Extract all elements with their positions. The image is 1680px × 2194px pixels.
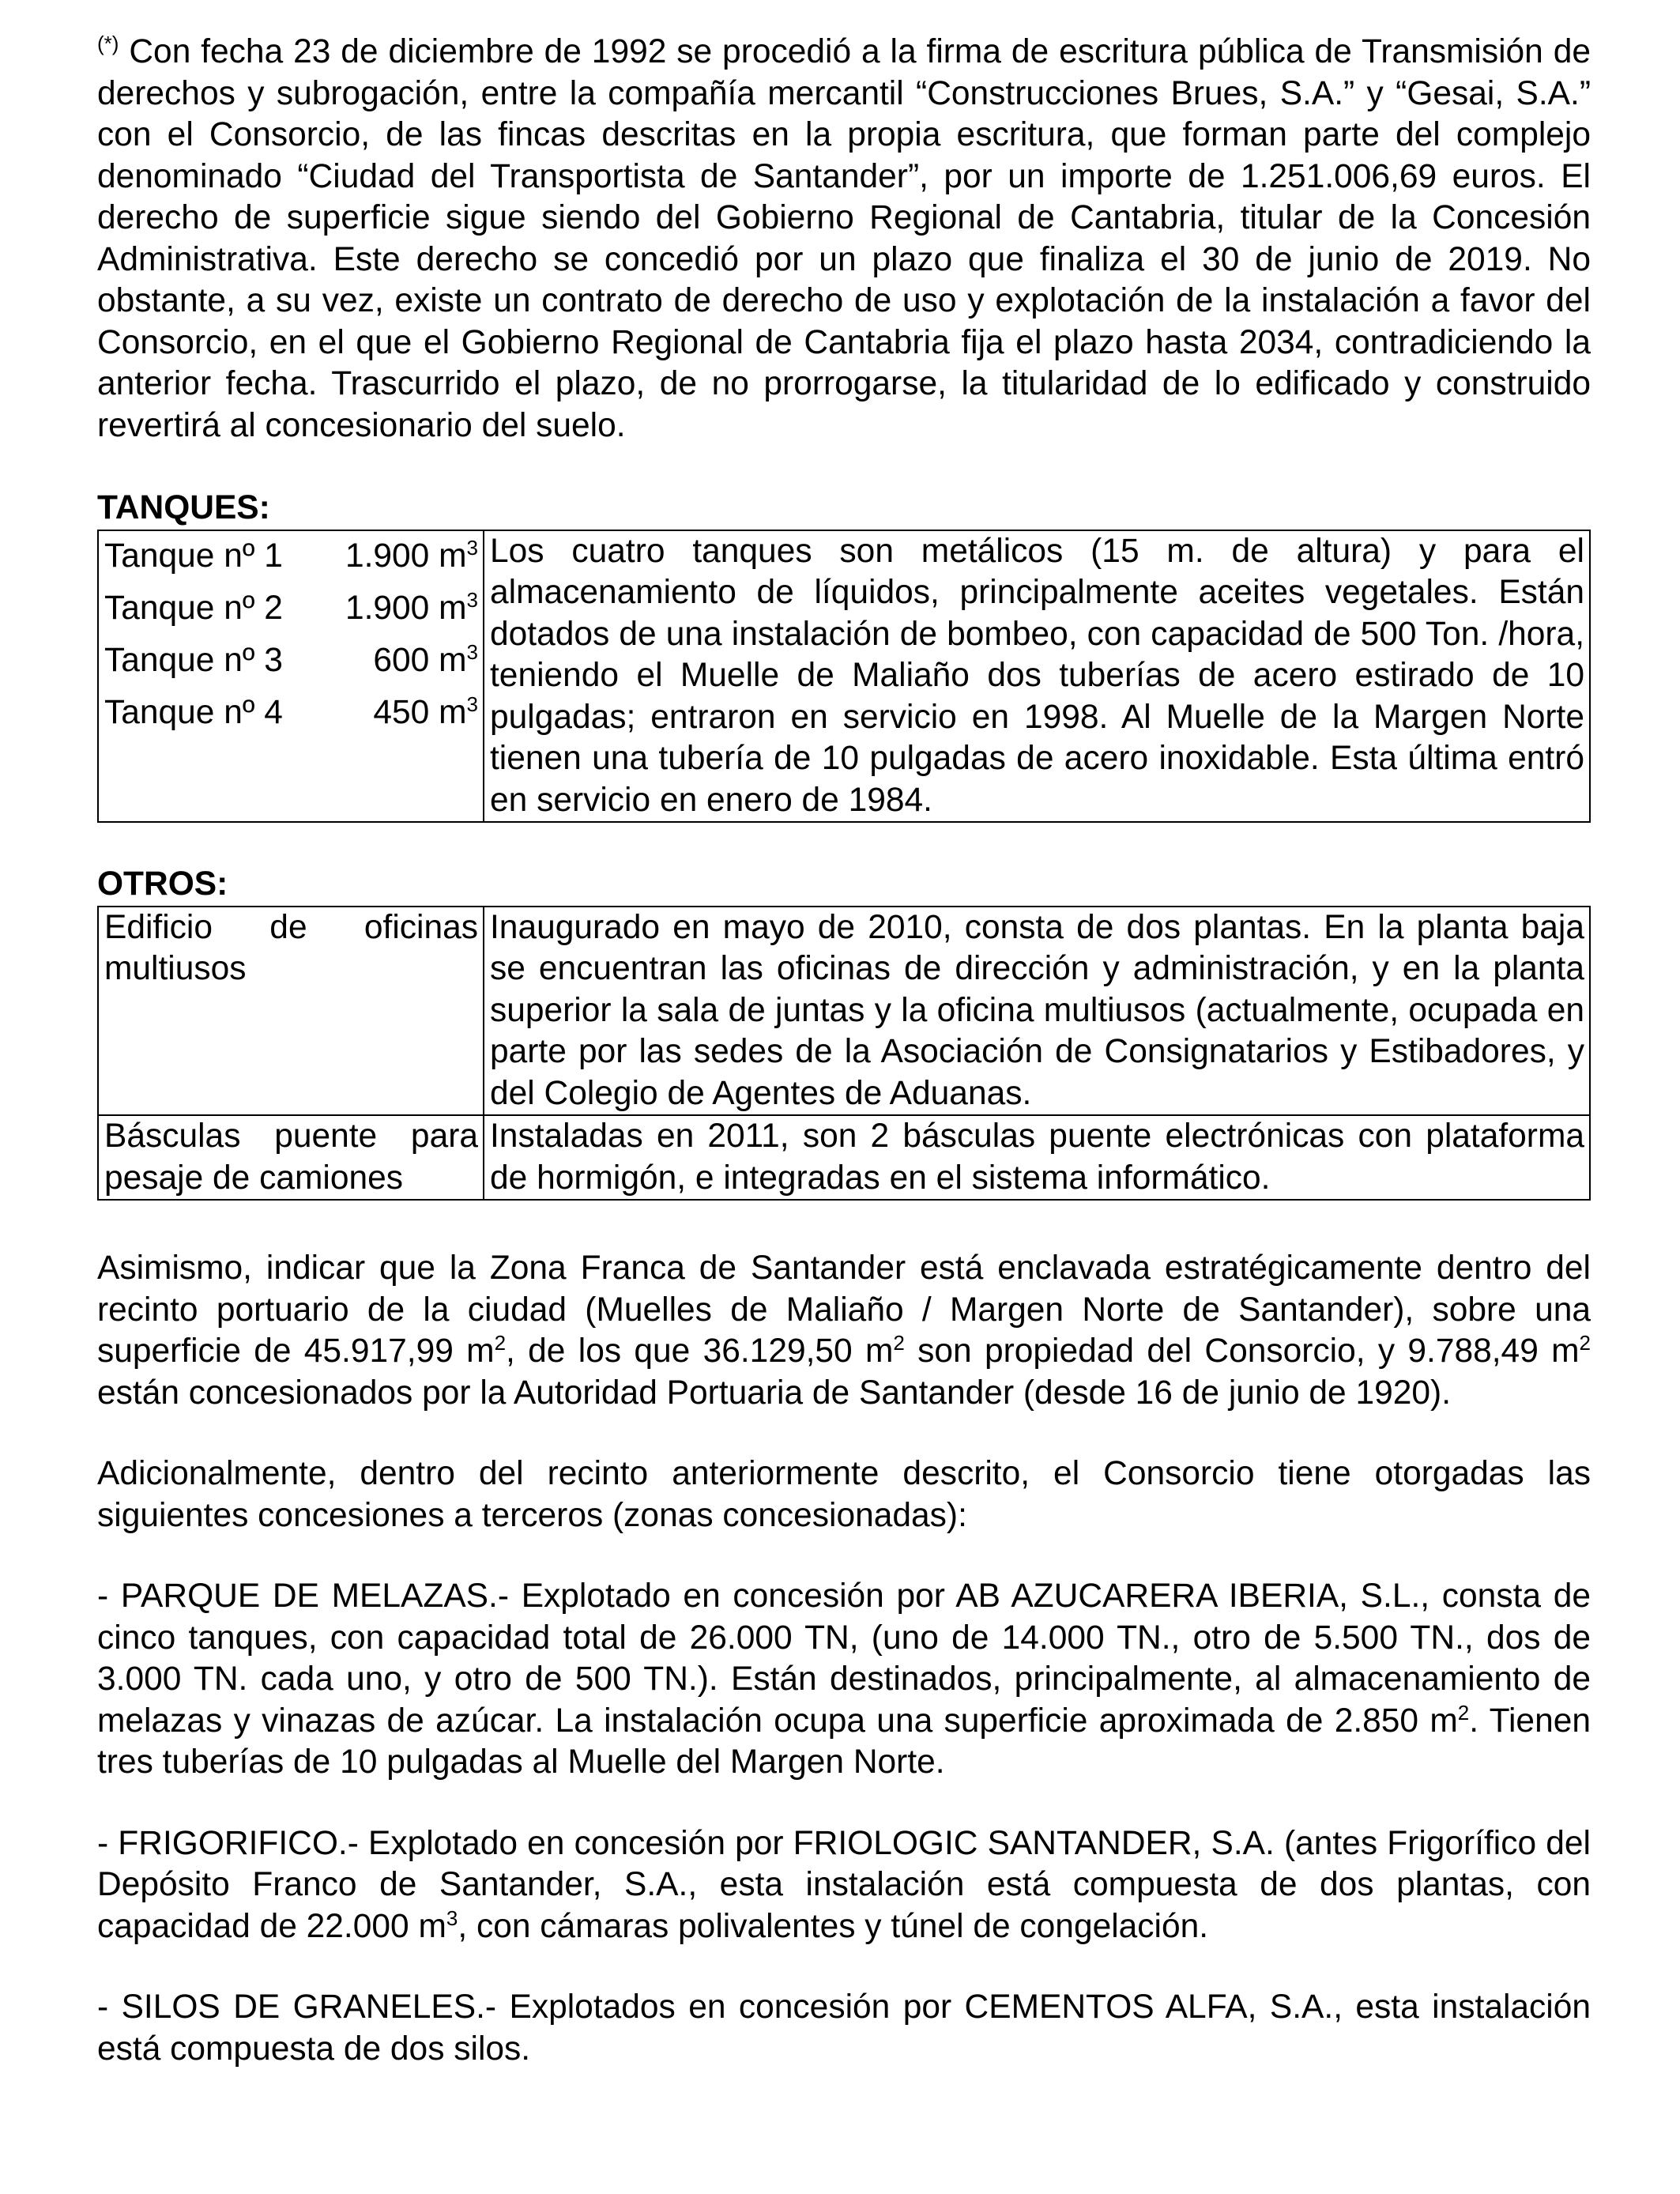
tank-list-cell	[98, 530, 484, 823]
facility-description: Inaugurado en mayo de 2010, consta de dos plantas. En la planta baja se encuentran las oficinas de dirección y administración, y en la planta superior la sala de juntas y la oficina multiusos (actualmente, ocupada en parte por las sedes de la Asociación de Consignatarios y Estibadores, y del Colegio de Agentes de Aduanas.	[484, 907, 1590, 1116]
tank-capacity: 600	[373, 641, 430, 679]
otros-heading: OTROS:	[97, 865, 228, 903]
silos-paragraph: - SILOS DE GRANELES.- Explotados en concesión por CEMENTOS ALFA, S.A., esta instalación está compuesta de dos silos.	[97, 1989, 1591, 2068]
tank-item: Tanque nº 4 450 $m^3$	[104, 692, 478, 745]
otros-table	[97, 906, 1591, 1201]
tank-name: Tanque nº 3	[104, 641, 283, 679]
tank-item: Tanque nº 1 1.900 $m^3$	[104, 536, 478, 588]
tank-name: Tanque nº 1	[104, 537, 283, 575]
table-row	[98, 907, 1590, 1116]
facility-name: Edificio de oficinas multiusos	[98, 907, 484, 1116]
melazas-paragraph: - PARQUE DE MELAZAS.- Explotado en concesión por AB AZUCARERA IBERIA, S.L., consta de cinco tanques, con capacidad total de 26.000 TN, (uno de 14.000 TN., otro de 5.500 TN., dos de 3.000 TN. cada uno, y otro de 500 TN.). Están destinados, principalmente, al almacenamiento de melazas y vinazas de azúcar. La instalación ocupa una superficie aproximada de 2.850 $m^2$. Tienen tres tuberías de 10 pulgadas al Muelle del Margen Norte.	[97, 1578, 1591, 1781]
tank-capacity: 450	[373, 693, 430, 731]
adicional-paragraph: Adicionalmente, dentro del recinto anteriormente descrito, el Consorcio tiene otorgadas las siguientes concesiones a terceros (zonas concesionadas):	[97, 1455, 1591, 1534]
tanques-description: Los cuatro tanques son metálicos (15 m. de altura) y para el almacenamiento de líquidos, principalmente aceites vegetales. Están dotados de una instalación de bombeo, con capacidad de 500 Ton. /hora, teniendo el Muelle de Maliaño dos tuberías de acero estirado de 10 pulgadas; entraron en servicio en 1998. Al Muelle de la Margen Norte tienen una tubería de 10 pulgadas de acero inoxidable. Esta última entró en servicio en enero de 1984.	[484, 530, 1590, 823]
intro-paragraph	[97, 32, 1591, 447]
tank-name: Tanque nº 4	[104, 693, 283, 731]
footnote-marker: (*)	[97, 32, 119, 55]
tank-capacity: 1.900	[345, 589, 430, 627]
frigorifico-paragraph: - FRIGORIFICO.- Explotado en concesión por FRIOLOGIC SANTANDER, S.A. (antes Frigorífico del Depósito Franco de Santander, S.A., esta instalación está compuesta de dos plantas, con capacidad de 22.000 $m^3$, con cámaras polivalentes y túnel de congelación.	[97, 1824, 1591, 1945]
asimismo-paragraph: Asimismo, indicar que la Zona Franca de Santander está enclavada estratégicamente dentro del recinto portuario de la ciudad (Muelles de Maliaño / Margen Norte de Santander), sobre una superficie de 45.917,99 $m^2$, de los que 36.129,50 $m^2$ son propiedad del Consorcio, y 9.788,49 $m^2$ están concesionados por la Autoridad Portuaria de Santander (desde 16 de junio de 1920).	[97, 1250, 1591, 1412]
tanques-table	[97, 530, 1591, 824]
intro-text: Con fecha 23 de diciembre de 1992 se procedió a la firma de escritura pública de Transmisión de derechos y subrogación, entre la compañía mercantil “Construcciones Brues, S.A.” y “Gesai, S.A.” con el Consorcio, de las fincas descritas en la propia escritura, que forman parte del complejo denominado “Ciudad del Transportista de Santander”, por un importe de 1.251.006,69 euros. El derecho de superficie sigue siendo del Gobierno Regional de Cantabria, titular de la Concesión Administrativa. Este derecho se concedió por un plazo que finaliza el 30 de junio de 2019. No obstante, a su vez, existe un contrato de derecho de uso y explotación de la instalación a favor del Consorcio, en el que el Gobierno Regional de Cantabria fija el plazo hasta 2034, contradiciendo la anterior fecha. Trascurrido el plazo, de no prorrogarse, la titularidad de lo edificado y construido revertirá al concesionario del suelo.	[97, 33, 1591, 444]
facility-name: Básculas puente para pesaje de camiones	[98, 1115, 484, 1200]
table-row	[98, 530, 1590, 823]
tank-item: Tanque nº 3 600 $m^3$	[104, 640, 478, 692]
document-page	[97, 32, 1591, 2070]
tank-capacity: 1.900	[345, 537, 430, 575]
tanques-heading: TANQUES:	[97, 489, 270, 526]
tank-item: Tanque nº 2 1.900 $m^3$	[104, 588, 478, 640]
table-row	[98, 1115, 1590, 1200]
facility-description: Instaladas en 2011, son 2 básculas puente electrónicas con plataforma de hormigón, e integradas en el sistema informático.	[484, 1115, 1590, 1200]
tank-name: Tanque nº 2	[104, 589, 283, 627]
